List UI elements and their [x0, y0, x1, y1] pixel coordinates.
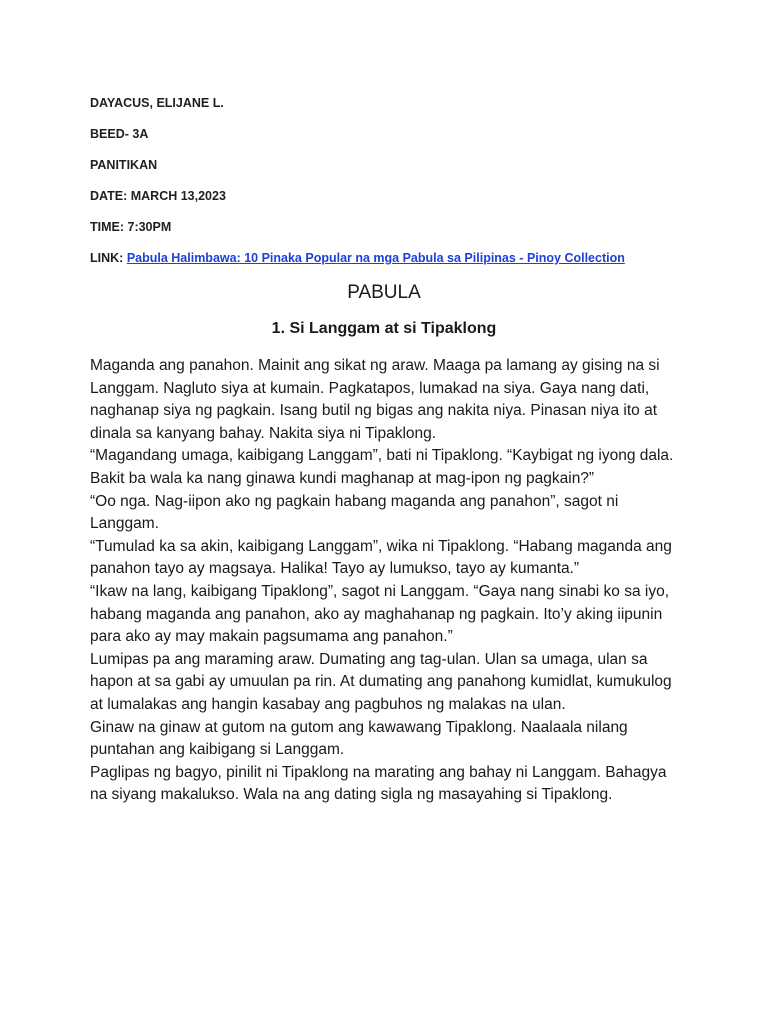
paragraph: “Ikaw na lang, kaibigang Tipaklong”, sagot ni Langgam. “Gaya nang sinabi ko sa iyo, habang maganda ang panahon, ako ay maghahanap ng pagkain. Ito’y aking iipunin para ako ay may makain pagsumama ang panahon.”	[90, 582, 670, 646]
header-block	[90, 94, 710, 280]
paragraph: Ginaw na ginaw at gutom na gutom ang kawawang Tipaklong. Naalaala nilang puntahan ang kaibigang si Langgam.	[90, 718, 628, 759]
reference-link[interactable]: Pabula Halimbawa: 10 Pinaka Popular na mga Pabula sa Pilipinas - Pinoy Collection	[126, 251, 625, 265]
story-title: 1. Si Langgam at si Tipaklong	[271, 320, 497, 337]
paragraph: Lumipas pa ang maraming araw. Dumating ang tag-ulan. Ulan sa umaga, ulan sa hapon at sa gabi ay umuulan pa rin. At dumating ang panahong kumidlat, kumukulog at lumalakas ang hangin kasabay ang pagbuhos ng malakas na ulan.	[90, 650, 672, 713]
paragraph: “Magandang umaga, kaibigang Langgam”, bati ni Tipaklong. “Kaybigat ng iyong dala. Bakit ba wala ka nang ginawa kundi maghanap at mag-ipon ng pagkain?”	[90, 447, 674, 487]
story-body	[90, 355, 680, 807]
paragraph: “Tumulad ka sa akin, kaibigang Langgam”, wika ni Tipaklong. “Habang maganda ang panahon tayo ay magsaya. Halika! Tayo ay lumukso, tayo ay kumanta.”	[90, 537, 672, 578]
document-title: PABULA	[347, 282, 421, 303]
date-line: DATE: MARCH 13,2023	[90, 189, 226, 203]
course-section: BEED- 3A	[90, 127, 149, 141]
paragraph: Maganda ang panahon. Mainit ang sikat ng araw. Maaga pa lamang ay gising na si Langgam. Nagluto siya at kumain. Pagkatapos, lumakad na siya. Gaya nang dati, naghanap siya ng pagkain. Isang butil ng bigas ang nakita niya. Pinasan niya ito at dinala sa kanyang bahay. Nakita siya ni Tipaklong.	[90, 357, 660, 442]
paragraph: “Oo nga. Nag-iipon ako ng pagkain habang maganda ang panahon”, sagot ni Langgam.	[90, 492, 619, 533]
time-line: TIME: 7:30PM	[90, 220, 172, 234]
student-name: DAYACUS, ELIJANE L.	[90, 96, 224, 110]
link-label: LINK:	[90, 251, 124, 265]
paragraph: Paglipas ng bagyo, pinilit ni Tipaklong na marating ang bahay ni Langgam. Bahagya na siyang makalukso. Wala na ang dating sigla ng masayahing si Tipaklong.	[90, 763, 667, 804]
link-line	[90, 249, 710, 280]
subject: PANITIKAN	[90, 158, 158, 172]
